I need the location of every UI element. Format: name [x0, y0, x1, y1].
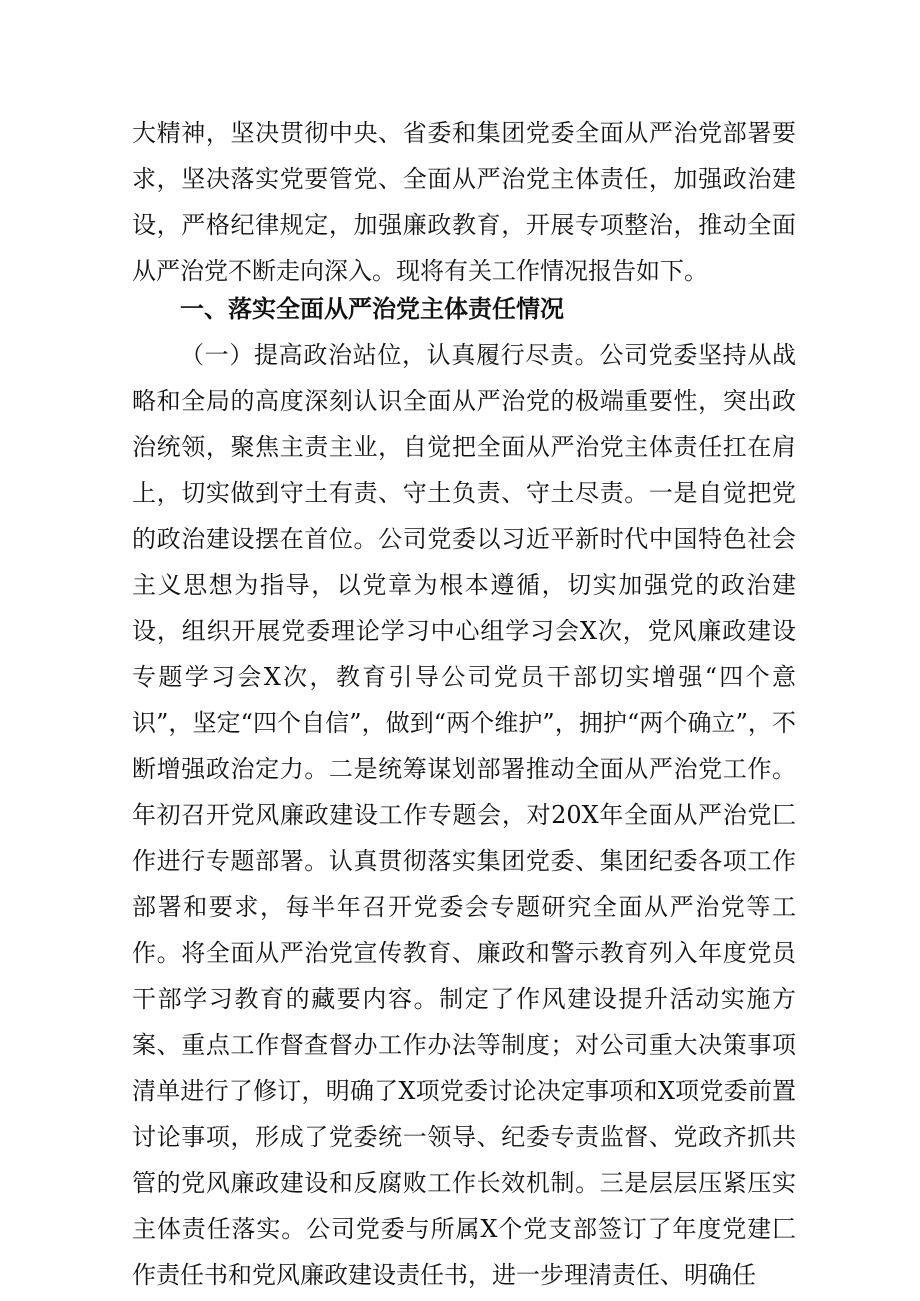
intro-paragraph: 大精神，坚决贯彻中央、省委和集团党委全面从严治党部署要求，坚决落实党要管党、全面从严治党主体责任，加强政治建设，严格纪律规定，加强廉政教育，开展专项整治，推动全面从严治党不断走向深入。现将有关工作情况报告如下。	[132, 119, 796, 285]
body-paragraph-block	[132, 332, 796, 1298]
section-heading: 一、落实全面从严治党主体责任情况	[180, 295, 564, 323]
intro-paragraph-block	[132, 110, 796, 294]
body-paragraph: （一）提高政治站位，认真履行尽责。公司党委坚持从战略和全局的高度深刻认识全面从严治党的极端重要性，突出政治统领，聚焦主责主业，自觉把全面从严治党主体责任扛在肩上，切实做到守土有责、守土负责、守土尽责。一是自觉把党的政治建设摆在首位。公司党委以习近平新时代中国特色社会主义思想为指导，以党章为根本遵循，切实加强党的政治建设，组织开展党委理论学习中心组学习会X次，党风廉政建设专题学习会X次，教育引导公司党员干部切实增强“四个意识”，坚定“四个自信”，做到“两个维护”，拥护“两个确立”，不断增强政治定力。二是统筹谋划部署推动全面从严治党工作。年初召开党风廉政建设工作专题会，对20X年全面从严治党匚作进行专题部署。认真贯彻落实集团党委、集团纪委各项工作部署和要求，每半年召开党委会专题研究全面从严治党等工作。将全面从严治党宣传教育、廉政和警示教育列入年度党员干部学习教育的藏要内容。制定了作风建设提升活动实施方案、重点工作督查督办工作办法等制度；对公司重大决策事项清单进行了修订，明确了X项党委讨论决定事项和X项党委前置讨论事项，形成了党委统一领导、纪委专责监督、党政齐抓共管的党风廉政建设和反腐败工作长效机制。三是层层压紧压实主体责任落实。公司党委与所属X个党支部签订了年度党建匚作责任书和党风廉政建设责任书，进一步理清责任、明确任	[132, 341, 796, 1289]
